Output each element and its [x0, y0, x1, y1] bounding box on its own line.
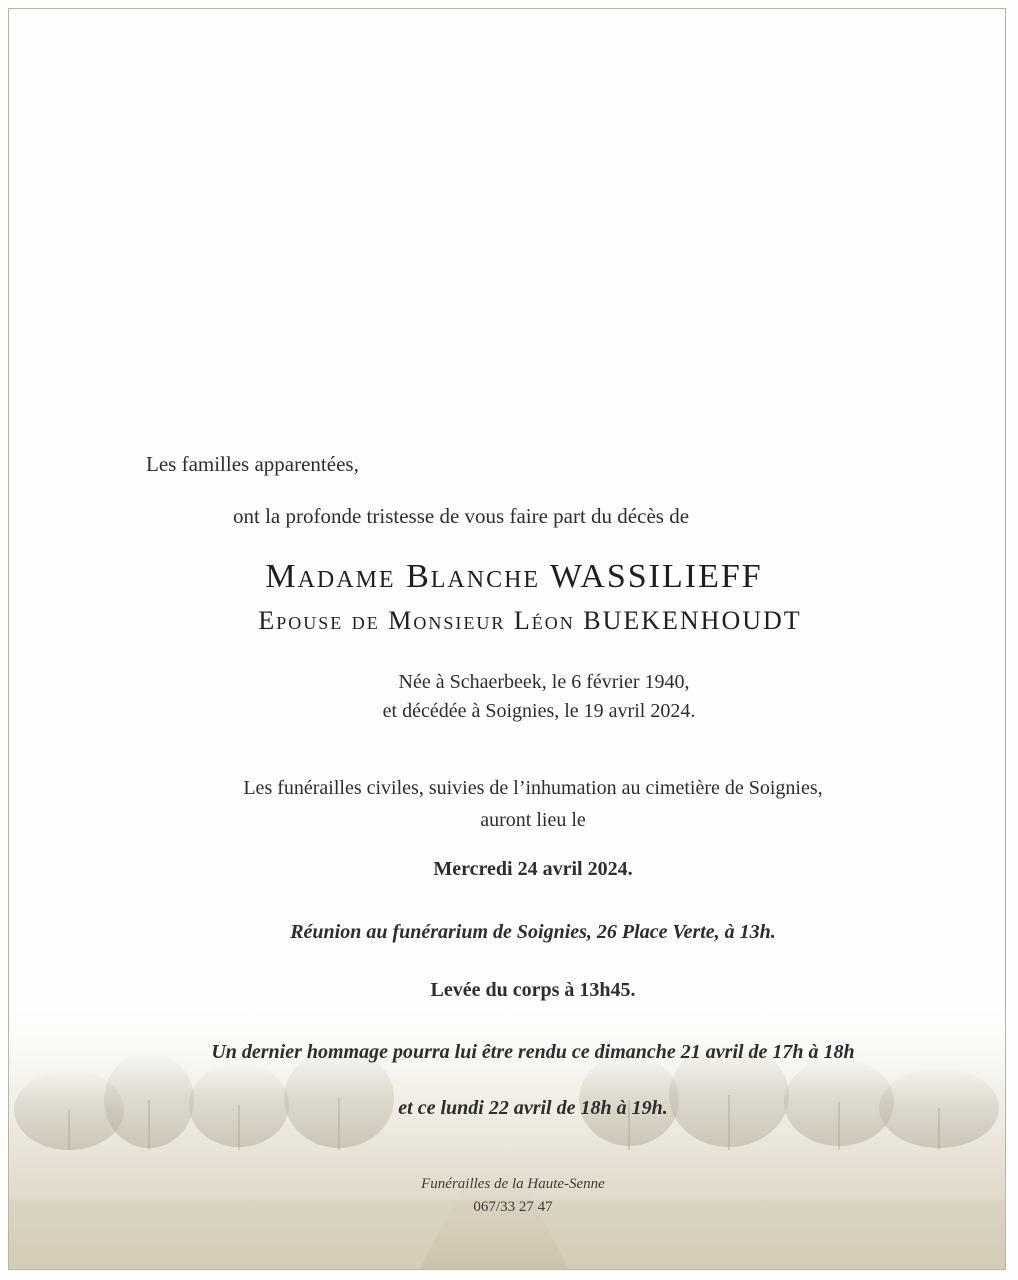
death-line: et décédée à Soignies, le 19 avril 2024.: [382, 700, 696, 722]
hommage-line-1: Un dernier hommage pourra lui être rendu ce dimanche 21 avril de 17h à 18h: [211, 1041, 855, 1063]
levee-info: Levée du corps à 13h45.: [430, 979, 636, 1001]
funeral-home-name: Funérailles de la Haute-Senne: [421, 1176, 605, 1192]
funeral-details-line-1: Les funérailles civiles, suivies de l’inhumation au cimetière de Soignies,: [243, 777, 823, 799]
spouse-line: Epouse de Monsieur Léon BUEKENHOUDT: [258, 606, 802, 635]
funeral-home-phone: 067/33 27 47: [473, 1199, 553, 1215]
meeting-info: Réunion au funérarium de Soignies, 26 Place Verte, à 13h.: [290, 921, 776, 943]
announcement-text: ont la profonde tristesse de vous faire part du décès de: [233, 504, 690, 528]
intro-text: Les familles apparentées,: [146, 452, 359, 476]
deceased-name: Madame Blanche WASSILIEFF: [265, 558, 763, 595]
funeral-date: Mercredi 24 avril 2024.: [433, 858, 633, 880]
birth-line: Née à Schaerbeek, le 6 février 1940,: [398, 671, 690, 693]
hommage-line-2: et ce lundi 22 avril de 18h à 19h.: [398, 1097, 668, 1119]
funeral-details-line-2: auront lieu le: [480, 809, 586, 831]
